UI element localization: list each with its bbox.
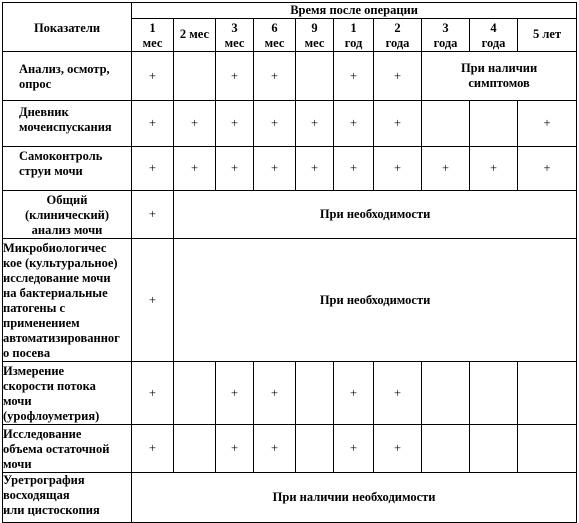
table-cell: + (518, 147, 577, 191)
table-cell (422, 101, 470, 147)
follow-up-schedule-table (2, 2, 577, 523)
col-header-3-years: 3 года (422, 19, 470, 52)
table-row (3, 425, 577, 473)
table-cell (470, 425, 518, 473)
table-cell: + (216, 147, 254, 191)
table-cell: + (254, 52, 296, 101)
row-label-urinalysis: Общий (клинический) анализ мочи (3, 191, 132, 239)
col-header-5-years: 5 лет (518, 19, 577, 52)
col-header-1-year: 1 год (334, 19, 374, 52)
table-cell: + (132, 101, 174, 147)
table-cell: + (216, 362, 254, 425)
header-row-top (3, 3, 577, 19)
table-cell: + (470, 147, 518, 191)
table-cell (470, 362, 518, 425)
table-cell: + (296, 147, 334, 191)
table-row (3, 101, 577, 147)
table-cell: + (132, 191, 174, 239)
indicators-header: Показатели (3, 3, 132, 52)
table-row (3, 473, 577, 523)
table-cell: + (216, 425, 254, 473)
row-label-residual-urine: Исследование объема остаточной мочи (3, 425, 132, 473)
table-cell (470, 101, 518, 147)
table-cell: + (374, 425, 422, 473)
note-if-symptoms: При наличии симптомов (422, 52, 577, 101)
table-cell: + (254, 425, 296, 473)
col-header-2-years: 2 года (374, 19, 422, 52)
row-label-voiding-diary: Дневник мочеиспускания (3, 101, 132, 147)
table-row (3, 52, 577, 101)
table-row (3, 239, 577, 362)
table-cell: + (374, 52, 422, 101)
table-cell: + (216, 101, 254, 147)
table-cell: + (174, 147, 216, 191)
table-cell: + (422, 147, 470, 191)
row-label-uroflowmetry: Измерение скорости потока мочи (урофлоуметрия) (3, 362, 132, 425)
col-header-6-months: 6 мес (254, 19, 296, 52)
col-header-4-years: 4 года (470, 19, 518, 52)
table-cell: + (132, 239, 174, 362)
row-label-exam: Анализ, осмотр, опрос (3, 52, 132, 101)
row-label-urethrography: Уретрография восходящая или цистоскопия (3, 473, 132, 523)
table-cell: + (374, 147, 422, 191)
table-row (3, 362, 577, 425)
table-cell (174, 52, 216, 101)
time-after-surgery-header: Время после операции (132, 3, 577, 19)
col-header-1-month: 1 мес (132, 19, 174, 52)
table-cell: + (334, 425, 374, 473)
table-cell: + (374, 362, 422, 425)
table-cell: + (334, 52, 374, 101)
table-cell: + (254, 147, 296, 191)
table-cell (296, 362, 334, 425)
table-cell (422, 362, 470, 425)
table-cell (174, 362, 216, 425)
table-cell (422, 425, 470, 473)
note-if-needed: При наличии необходимости (132, 473, 577, 523)
table-cell (296, 52, 334, 101)
row-label-urine-culture: Микробиологичес кое (культуральное) исследование мочи на бактериальные патогены с применением автоматизированног о посева (3, 239, 132, 362)
col-header-2-months: 2 мес (174, 19, 216, 52)
table-cell (174, 425, 216, 473)
table-cell: + (334, 147, 374, 191)
table-cell: + (132, 425, 174, 473)
table-cell: + (296, 101, 334, 147)
table-cell: + (254, 362, 296, 425)
table-cell: + (216, 52, 254, 101)
table-cell (518, 362, 577, 425)
table-cell: + (374, 101, 422, 147)
note-as-needed: При необходимости (174, 239, 577, 362)
table-cell: + (132, 362, 174, 425)
table-cell (296, 425, 334, 473)
col-header-9-months: 9 мес (296, 19, 334, 52)
col-header-3-months: 3 мес (216, 19, 254, 52)
table-cell: + (334, 362, 374, 425)
table-row (3, 191, 577, 239)
table-row (3, 147, 577, 191)
table-cell: + (174, 101, 216, 147)
table-cell: + (518, 101, 577, 147)
table-cell: + (132, 147, 174, 191)
table-cell: + (132, 52, 174, 101)
table-cell (518, 425, 577, 473)
table-cell: + (334, 101, 374, 147)
table-cell: + (254, 101, 296, 147)
note-as-needed: При необходимости (174, 191, 577, 239)
row-label-stream-selfcheck: Самоконтроль струи мочи (3, 147, 132, 191)
